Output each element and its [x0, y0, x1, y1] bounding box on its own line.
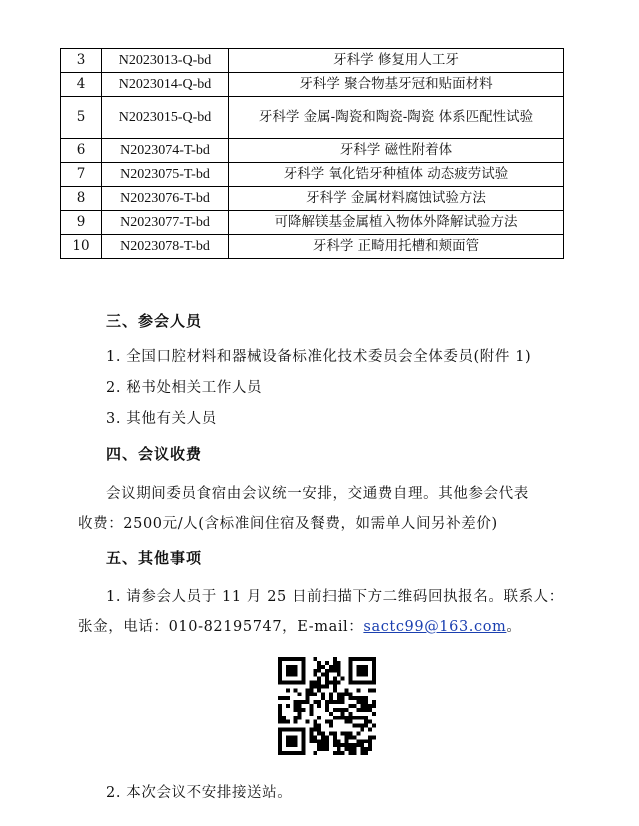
row-number: 9 [61, 211, 102, 235]
standard-code: N2023074-T-bd [102, 139, 229, 163]
row-number: 10 [61, 235, 102, 259]
shuttle-note: 2. 本次会议不安排接送站。 [106, 785, 293, 801]
email-link[interactable]: sactc99@163.com [363, 619, 507, 635]
row-number: 4 [61, 73, 102, 97]
standard-title: 牙科学 金属-陶瓷和陶瓷-陶瓷 体系匹配性试验 [229, 97, 564, 139]
section-3-heading: 三、参会人员 [106, 312, 203, 330]
standard-title: 牙科学 聚合物基牙冠和贴面材料 [229, 73, 564, 97]
standards-table [60, 48, 564, 259]
standard-code: N2023013-Q-bd [102, 49, 229, 73]
standard-code: N2023077-T-bd [102, 211, 229, 235]
registration-line-1: 1. 请参会人员于 11 月 25 日前扫描下方二维码回执报名。联系人： [106, 589, 564, 605]
standard-title: 牙科学 金属材料腐蚀试验方法 [229, 187, 564, 211]
standard-code: N2023076-T-bd [102, 187, 229, 211]
standard-title: 牙科学 修复用人工牙 [229, 49, 564, 73]
standard-code: N2023078-T-bd [102, 235, 229, 259]
table-row [61, 73, 564, 97]
registration-qr-code[interactable] [278, 657, 376, 755]
row-number: 6 [61, 139, 102, 163]
table-row [61, 187, 564, 211]
fee-paragraph-line-2: 收费：2500元/人(含标准间住宿及餐费，如需单人间另补差价) [78, 516, 498, 532]
table-row [61, 49, 564, 73]
table-row [61, 235, 564, 259]
standard-title: 牙科学 磁性附着体 [229, 139, 564, 163]
table-row [61, 139, 564, 163]
table-row [61, 163, 564, 187]
attendee-item-2: 2. 秘书处相关工作人员 [106, 380, 263, 396]
row-number: 5 [61, 97, 102, 139]
attendee-item-3: 3. 其他有关人员 [106, 411, 217, 427]
row-number: 3 [61, 49, 102, 73]
standard-code: N2023075-T-bd [102, 163, 229, 187]
contact-text-end: 。 [506, 619, 522, 635]
fee-paragraph-line-1: 会议期间委员食宿由会议统一安排，交通费自理。其他参会代表 [106, 486, 529, 502]
standard-title: 牙科学 正畸用托槽和颊面管 [229, 235, 564, 259]
standard-title: 牙科学 氧化锆牙种植体 动态疲劳试验 [229, 163, 564, 187]
table-row [61, 211, 564, 235]
standard-code: N2023014-Q-bd [102, 73, 229, 97]
row-number: 8 [61, 187, 102, 211]
standard-code: N2023015-Q-bd [102, 97, 229, 139]
contact-text: 张金，电话：010-82195747，E-mail： [78, 619, 364, 635]
section-4-heading: 四、会议收费 [106, 445, 203, 463]
standard-title: 可降解镁基金属植入物体外降解试验方法 [229, 211, 564, 235]
table-row [61, 97, 564, 139]
registration-line-2 [78, 615, 522, 636]
attendee-item-1: 1. 全国口腔材料和器械设备标准化技术委员会全体委员(附件 1) [106, 349, 532, 365]
section-5-heading: 五、其他事项 [106, 549, 203, 567]
row-number: 7 [61, 163, 102, 187]
